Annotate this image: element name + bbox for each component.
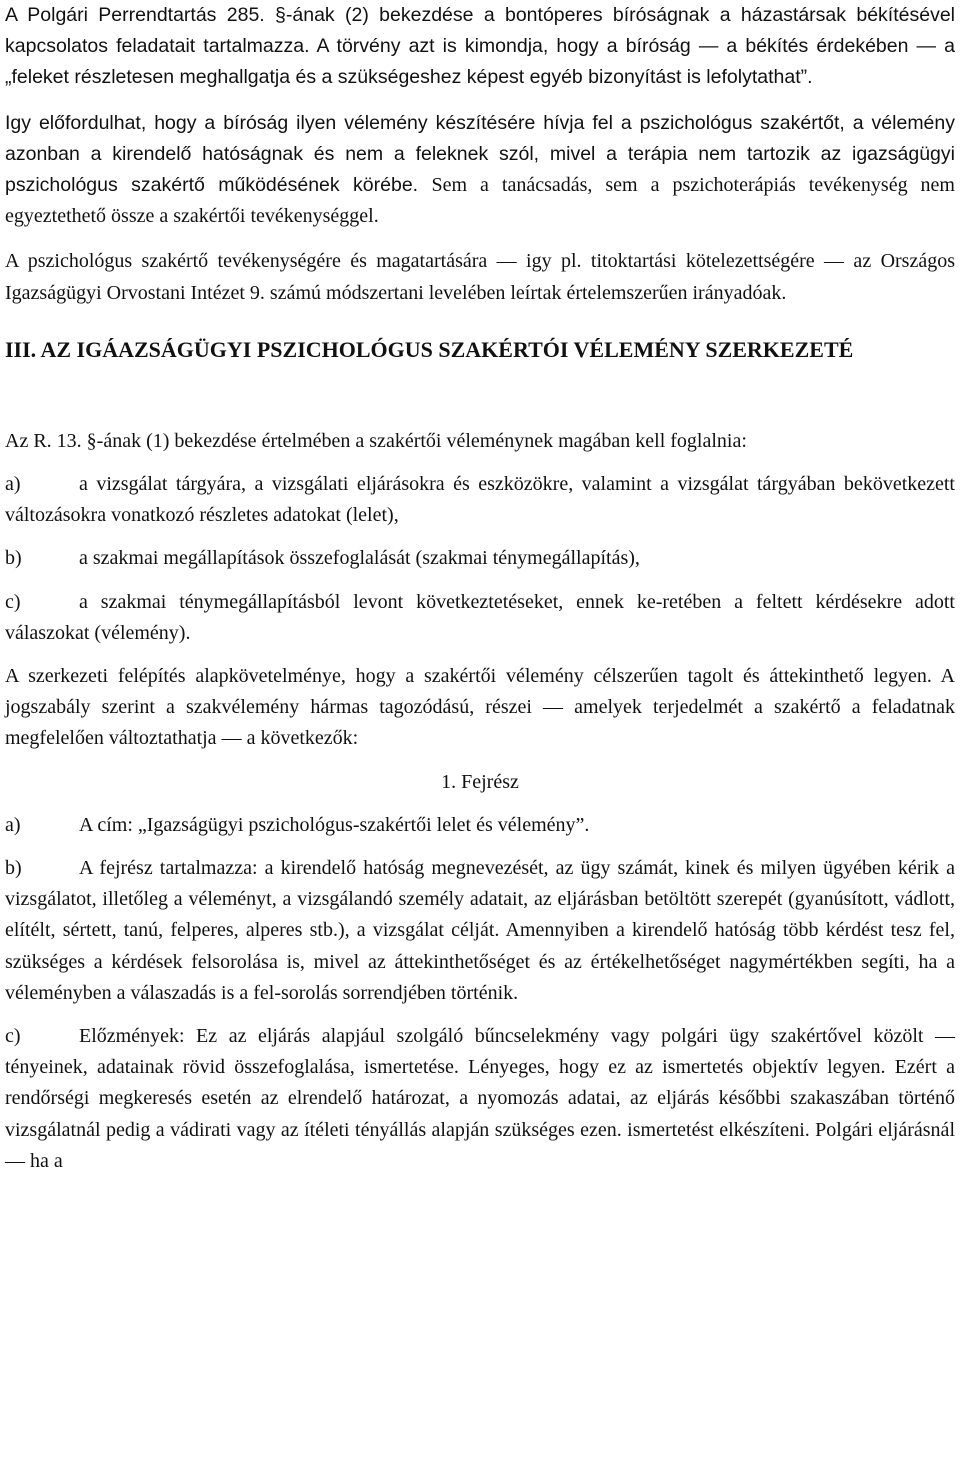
section-title-fejresz: 1. Fejrész — [441, 770, 519, 793]
paragraph-r13: Az R. 13. §-ának (1) bekezdése értelmében a szakértői véleménynek magában kell foglalnia: — [5, 429, 747, 452]
paragraph-perrendtartas: A Polgári Perrendtartás 285. §-ának (2) bekezdése a bontóperes bíróságnak a házastársak békítésével kapcsolatos feladatait tartalmazza. A törvény azt is kimondja, hogy a bíróság — a békítés érdekében — a „feleket részletesen meghallgatja és a szükségeshez képest egyéb bizonyítást is lefolytathat”. — [5, 4, 955, 89]
list-item-b-label: b) — [5, 547, 22, 570]
paragraph-szakerto-felhivas — [5, 108, 955, 233]
paragraph-titoktartas: A pszichológus szakértő tevékenységére és magatartására — igy pl. titoktartási kötelezettségére — az Országos Igazságügyi Orvostani Intézet 9. számú módszertani levelében leírtak értelemszerűen irányadóak. — [5, 250, 955, 304]
fejresz-item-a — [5, 810, 955, 841]
fejresz-item-b — [5, 853, 955, 1009]
list-item-b-text: a szakmai megállapítások összefoglalását (szakmai ténymegállapítás), — [79, 547, 640, 570]
fejresz-item-b-label: b) — [5, 857, 22, 880]
list-item-a-text: a vizsgálat tárgyára, a vizsgálati eljárásokra és eszközökre, valamint a vizsgálat tárgyában bekövetkezett változásokra vonatkozó részletes adatokat (lelet), — [5, 473, 955, 527]
section-heading: III. AZ IGÁAZSÁGÜGYI PSZICHOLÓGUS SZAKÉRTÓI VÉLEMÉNY SZERKEZETÉ — [5, 336, 854, 362]
list-item-c — [5, 587, 955, 649]
fejresz-item-c-label: c) — [5, 1025, 21, 1048]
list-item-a-label: a) — [5, 473, 21, 496]
list-item-b — [5, 543, 955, 574]
list-item-c-text: a szakmai ténymegállapításból levont következtetéseket, ennek ke-retében a feltett kérdésekre adott válaszokat (vélemény). — [5, 590, 955, 644]
paragraph-szerkezet: A szerkezeti felépítés alapkövetelménye, hogy a szakértői vélemény célszerűen tagolt és áttekinthető legyen. A jogszabály szerint a szakvélemény hármas tagozódású, részei — amelyek terjedelmét a szakértő a feladatnak megfelelően változtathatja — a következők: — [5, 665, 955, 750]
paragraph-szakerto-felhivas-a: Igy előfordulhat, hogy a bíróság ilyen vélemény készítésére hívja fel a pszichológus szakértőt, a vélemény azonban a kirendelő hatóságnak és nem a feleknek szól, mivel a terápia nem tartozik az igazságügyi pszichológus szakértő működésének körébe. — [5, 111, 955, 197]
fejresz-item-a-label: a) — [5, 813, 21, 836]
list-item-a — [5, 469, 955, 531]
document-page — [5, 0, 955, 1177]
fejresz-item-a-text: A cím: „Igazságügyi pszichológus-szakértői lelet és vélemény”. — [79, 813, 590, 836]
paragraph-szakerto-felhivas-b: Sem a tanácsadás, sem a pszichoterápiás tevékenység nem egyeztethető össze a szakértői tevékenységgel. — [5, 174, 955, 228]
fejresz-item-c-text: Előzmények: Ez az eljárás alapjául szolgáló bűncselekmény vagy polgári ügy szakértővel közölt — tényeinek, adatainak rövid összefoglalása, ismertetése. Lényeges, hogy ez az ismertetés objektív legyen. Ezért a rendőrségi megkeresés esetén az elrendelő határozat, a nyomozás adatai, az eljárás későbbi szakaszában történő vizsgálatnál pedig a vádirati vagy az ítéleti tényállás alapján szükséges ezen. ismertetést elkészíteni. Polgári eljárásnál — ha a — [5, 1025, 955, 1172]
fejresz-item-b-text: A fejrész tartalmazza: a kirendelő hatóság megnevezését, az ügy számát, kinek és milyen ügyében kérik a vizsgálatot, illetőleg a véleményt, a vizsgálandó személy adatait, az eljárásban betöltött szerepét (gyanúsított, vádlott, elítélt, sértett, tanú, felperes, alperes stb.), a vizsgálat célját. Amennyiben a kirendelő hatóság több kérdést tesz fel, szükséges a kérdések felsorolása is, mivel az áttekinthetőséget és az értékelhetőséget nagymértékben segíti, ha a véleményben a válaszadás is a fel-sorolás sorrendjében történik. — [5, 857, 955, 1004]
list-item-c-label: c) — [5, 590, 21, 613]
fejresz-item-c — [5, 1021, 955, 1177]
